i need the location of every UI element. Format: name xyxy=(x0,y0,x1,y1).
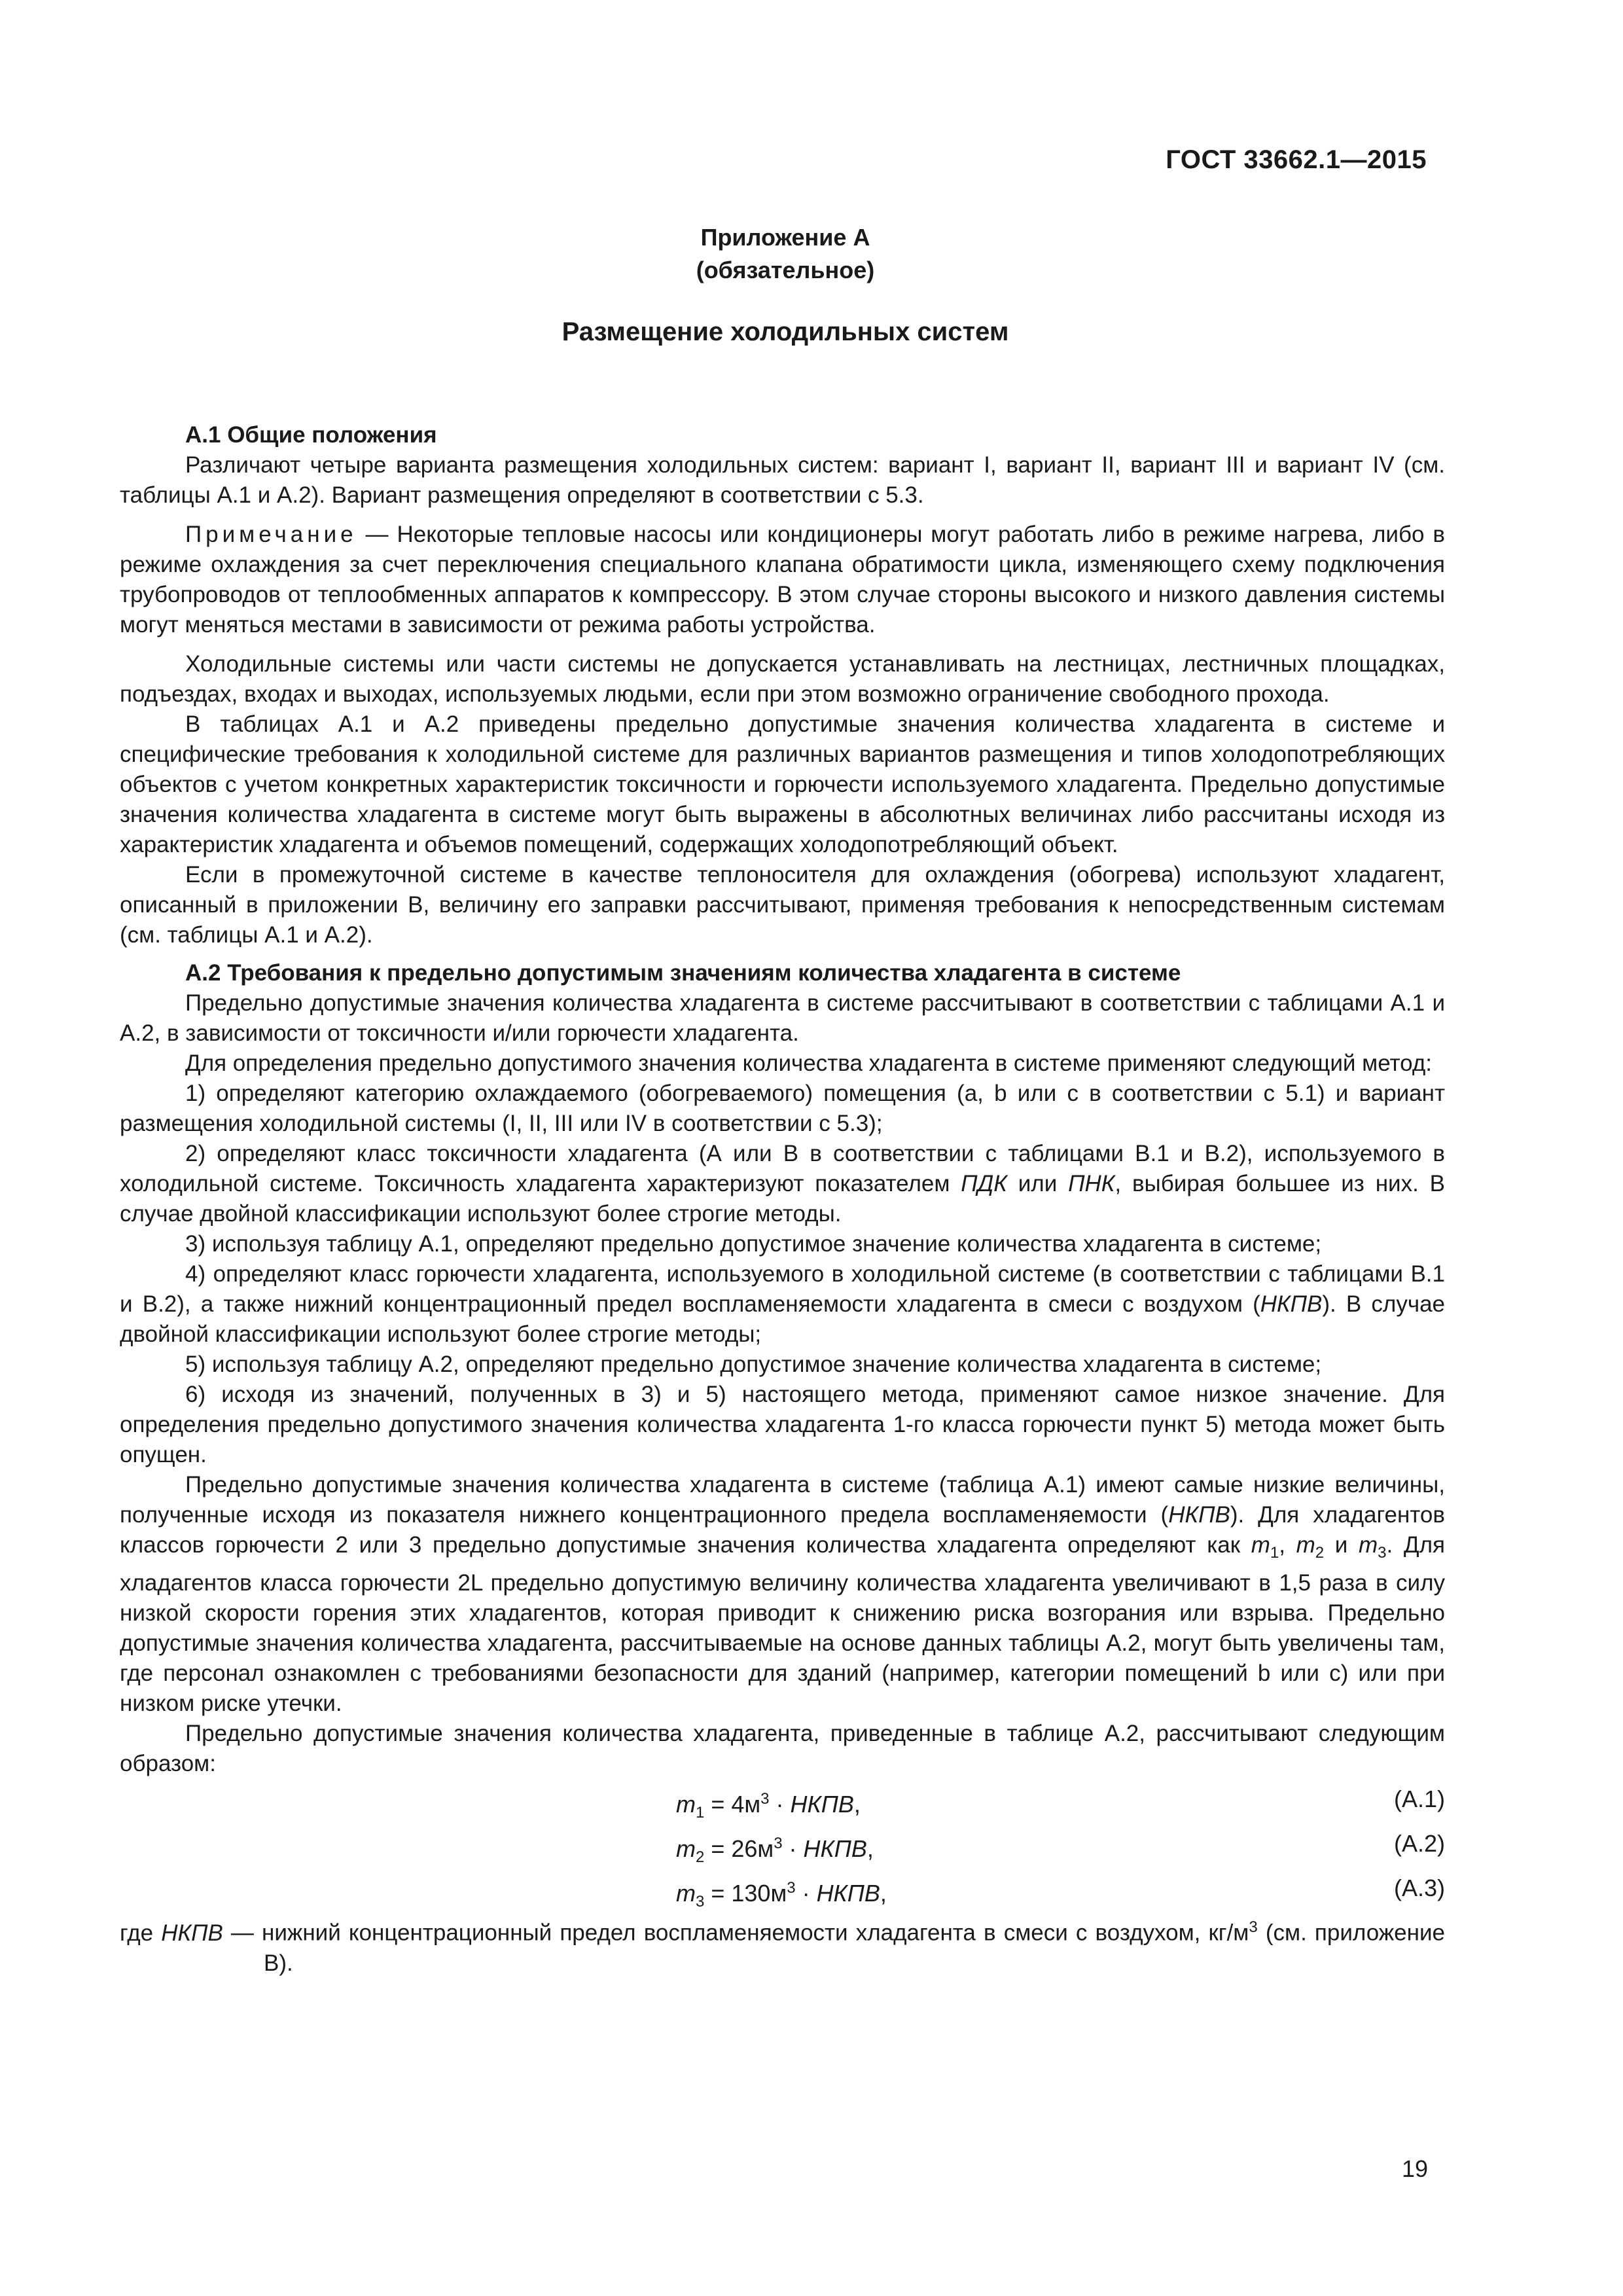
subscript: 2 xyxy=(696,1848,705,1867)
paragraph: Предельно допустимые значения количества хладагента в системе рассчитывают в соответствии с таблицами А.1 и А.2, в зависимости от токсичности и/или горючести хладагента. xyxy=(120,990,1445,1046)
term-nkpv: НКПВ xyxy=(803,1835,867,1862)
var-m: m xyxy=(1251,1532,1270,1558)
subscript: 3 xyxy=(696,1893,705,1911)
text: = 4м xyxy=(704,1791,761,1818)
standard-designation: ГОСТ 33662.1—2015 xyxy=(1166,145,1427,174)
formula-a2 xyxy=(120,1823,1445,1868)
superscript: 3 xyxy=(1249,1918,1258,1936)
text: = 130м xyxy=(704,1880,787,1907)
where-lead xyxy=(120,1920,223,1946)
list-item: 5) используя таблицу А.2, определяют предельно допустимое значение количества хладагента в системе; xyxy=(185,1352,1322,1377)
text: — нижний концентрационный предел воспламеняемости хладагента в смеси с воздухом, кг/м xyxy=(223,1920,1249,1946)
text: · xyxy=(769,1791,791,1818)
formula-number: (А.1) xyxy=(1393,1785,1445,1812)
text: где xyxy=(120,1920,162,1946)
note-dash: — xyxy=(357,522,397,547)
text: , xyxy=(880,1880,887,1907)
note-text: Некоторые тепловые насосы или кондиционеры могут работать либо в режиме нагрева, либо в режиме охлаждения за счет переключения специального клапана обратимости цикла, изменяющего схему подключения трубопроводов от теплообменных аппаратов к компрессору. В этом случае стороны высокого и низкого давления системы могут меняться местами в зависимости от режима работы устройства. xyxy=(120,522,1445,637)
superscript: 3 xyxy=(774,1835,783,1852)
text: = 26м xyxy=(704,1835,774,1862)
note xyxy=(120,520,1445,640)
formula-expression xyxy=(676,1829,874,1873)
term-nkpv: НКПВ xyxy=(161,1920,223,1946)
var-m: m xyxy=(676,1791,696,1818)
formula-a1 xyxy=(120,1779,1445,1823)
text: 4) определяют класс горючести хладагента, используемого в холодильной системе (в соответствии с таблицами В.1 и В.2), а также нижний концентрационный предел воспламеняемости хладагента в смеси с воздухом ( xyxy=(120,1261,1445,1317)
page-number: 19 xyxy=(1401,2155,1428,2182)
formula-expression xyxy=(676,1873,887,1917)
superscript: 3 xyxy=(787,1879,796,1897)
list-item xyxy=(120,1139,1445,1229)
term-nkpv: НКПВ xyxy=(1168,1502,1230,1528)
text: · xyxy=(782,1835,804,1862)
note-label: Примечание xyxy=(185,522,357,547)
list-item: 3) используя таблицу А.1, определяют предельно допустимое значение количества хладагента в системе; xyxy=(185,1231,1322,1257)
text: и xyxy=(1324,1532,1359,1558)
text: · xyxy=(795,1880,817,1907)
appendix-name: Размещение холодильных систем xyxy=(562,317,1009,346)
formula-expression xyxy=(676,1784,861,1828)
text: Предельно допустимые значения количества хладагента в системе (таблица А.1) имеют самые низкие величины, полученные исходя из показателя нижнего концентрационного предела воспламеняемости ( xyxy=(120,1472,1445,1528)
text: . Для хладагентов класса горючести 2L предельно допустимую величину количества хладагента увеличивают в 1,5 раза в силу низкой скорости горения этих хладагентов, которая приводит к снижению риска возгорания или взрыва. Предельно допустимые значения количества хладагента, рассчитываемые на основе данных таблицы А.2, могут быть увеличены там, где персонал ознакомлен с требованиями безопасности для зданий (например, категории помещений b или c) или при низком риске утечки. xyxy=(120,1532,1445,1716)
paragraph: Предельно допустимые значения количества хладагента, приведенные в таблице А.2, рассчитывают следующим образом: xyxy=(120,1721,1445,1776)
text: , xyxy=(1279,1532,1296,1558)
text: ). В случае двойной классификации используют более строгие методы; xyxy=(120,1291,1445,1347)
formula-number: (А.2) xyxy=(1393,1830,1445,1857)
paragraph: Для определения предельно допустимого значения количества хладагента в системе применяют следующий метод: xyxy=(185,1050,1433,1076)
subscript: 2 xyxy=(1315,1544,1325,1562)
paragraph: В таблицах А.1 и А.2 приведены предельно допустимые значения количества хладагента в системе и специфические требования к холодильной системе для различных вариантов размещения и типов холодопотребляющих объектов с учетом конкретных характеристик токсичности и горючести используемого хладагента. Предельно допустимые значения количества хладагента в системе могут быть выражены в абсолютных величинах либо рассчитаны исходя из характеристик хладагента и объемов помещений, содержащих холодопотребляющий объект. xyxy=(120,711,1445,857)
section-a2-heading: А.2 Требования к предельно допустимым значениям количества хладагента в системе xyxy=(185,960,1181,986)
text: , xyxy=(853,1791,861,1818)
text: (см. приложение В). xyxy=(264,1920,1445,1976)
text: , выбирая большее из них. В случае двойной классификации используют более строгие методы. xyxy=(120,1171,1445,1227)
superscript: 3 xyxy=(760,1790,770,1808)
term-nkpv: НКПВ xyxy=(790,1791,854,1818)
var-m: m xyxy=(1296,1532,1315,1558)
var-m: m xyxy=(1359,1532,1378,1558)
term-pnk: ПНК xyxy=(1068,1171,1115,1196)
text: или xyxy=(1007,1171,1069,1196)
var-m: m xyxy=(676,1835,696,1862)
text: 2) определяют класс токсичности хладагента (А или В в соответствии с таблицами В.1 и В.2), используемого в холодильной системе. Токсичность хладагента характеризуют показателем xyxy=(120,1141,1445,1196)
section-a1-heading: А.1 Общие положения xyxy=(185,422,437,448)
paragraph xyxy=(120,1470,1445,1719)
paragraph: Различают четыре варианта размещения холодильных систем: вариант I, вариант II, вариант III и вариант IV (см. таблицы А.1 и А.2). Вариант размещения определяют в соответствии с 5.3. xyxy=(120,452,1445,508)
text: , xyxy=(866,1835,874,1862)
term-nkpv: НКПВ xyxy=(816,1880,880,1907)
list-item: 1) определяют категорию охлаждаемого (обогреваемого) помещения (a, b или c в соответствии с 5.1) и вариант размещения холодильной системы (I, II, III или IV в соответствии с 5.3); xyxy=(120,1081,1445,1136)
appendix-type: (обязательное) xyxy=(696,257,875,283)
formula-number: (А.3) xyxy=(1393,1874,1445,1901)
var-m: m xyxy=(676,1880,696,1907)
subscript: 1 xyxy=(1270,1544,1279,1562)
list-item xyxy=(120,1259,1445,1350)
term-pdk: ПДК xyxy=(961,1171,1007,1196)
formula-a3 xyxy=(120,1868,1445,1912)
paragraph: Если в промежуточной системе в качестве теплоносителя для охлаждения (обогрева) используют хладагент, описанный в приложении В, величину его заправки рассчитывают, применяя требования к непосредственным системам (см. таблицы А.1 и А.2). xyxy=(120,862,1445,948)
subscript: 1 xyxy=(696,1804,705,1822)
subscript: 3 xyxy=(1378,1544,1387,1562)
paragraph: Холодильные системы или части системы не допускается устанавливать на лестницах, лестничных площадках, подъездах, входах и выходах, используемых людьми, если при этом возможно ограничение свободного прохода. xyxy=(120,651,1445,707)
document-body xyxy=(120,420,1445,1979)
where-clause xyxy=(120,1912,1445,1979)
list-item: 6) исходя из значений, полученных в 3) и 5) настоящего метода, применяют самое низкое значение. Для определения предельно допустимого значения количества хладагента 1-го класса горючести пункт 5) метода может быть опущен. xyxy=(120,1382,1445,1467)
text: ). Для хладагентов классов горючести 2 или 3 предельно допустимые значения количества хладагента определяют как xyxy=(120,1502,1445,1558)
appendix-title: Приложение А xyxy=(700,224,870,251)
term-nkpv: НКПВ xyxy=(1260,1291,1323,1317)
